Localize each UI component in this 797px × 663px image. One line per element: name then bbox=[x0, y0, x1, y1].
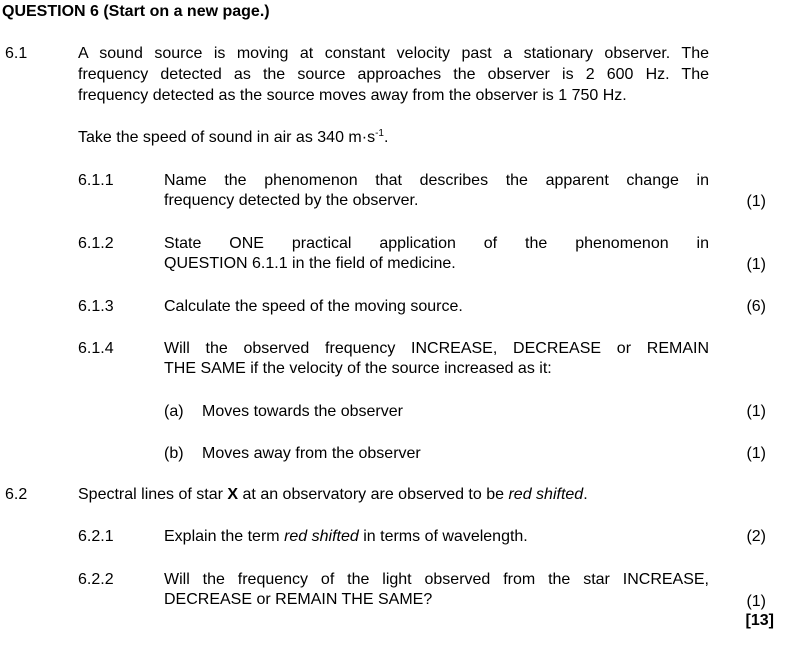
part-b-text: Moves away from the observer bbox=[202, 445, 421, 462]
marks-6-2-2: (1) bbox=[746, 593, 766, 610]
marks-6-1-1: (1) bbox=[746, 193, 766, 210]
q61-intro-line-3: frequency detected as the source moves away from the observer is 1 750 Hz. bbox=[78, 87, 627, 104]
q612-line-1: State ONE practical application of the phenomenon in bbox=[164, 235, 709, 252]
question-title: QUESTION 6 (Start on a new page.) bbox=[2, 3, 270, 20]
q611-line-1: Name the phenomenon that describes the apparent change in bbox=[164, 172, 709, 189]
marks-part-b: (1) bbox=[746, 445, 766, 462]
q622-line-1: Will the frequency of the light observed from the star INCREASE, bbox=[164, 571, 709, 588]
question-number-6-2-1: 6.2.1 bbox=[78, 528, 114, 545]
question-number-6-1-2: 6.1.2 bbox=[78, 235, 114, 252]
marks-6-2-1: (2) bbox=[746, 528, 766, 545]
question-number-6-1-3: 6.1.3 bbox=[78, 298, 114, 315]
q61-intro-line-1: A sound source is moving at constant velocity past a stationary observer. The bbox=[78, 45, 709, 62]
q61-intro-line-2: frequency detected as the source approaches the observer is 2 600 Hz. The bbox=[78, 66, 709, 83]
q611-line-2: frequency detected by the observer. bbox=[164, 192, 419, 209]
question-number-6-1-1: 6.1.1 bbox=[78, 172, 114, 189]
question-number-6-2: 6.2 bbox=[5, 486, 28, 503]
marks-6-1-2: (1) bbox=[746, 256, 766, 273]
q622-line-2: DECREASE or REMAIN THE SAME? bbox=[164, 591, 433, 608]
question-number-6-2-2: 6.2.2 bbox=[78, 571, 114, 588]
speed-of-sound-statement: Take the speed of sound in air as 340 $m\cdot s^{-1}$. bbox=[78, 128, 389, 146]
marks-6-1-3: (6) bbox=[746, 298, 766, 315]
question-number-6-1: 6.1 bbox=[5, 45, 28, 62]
part-label-a: (a) bbox=[164, 403, 184, 420]
question-number-6-1-4: 6.1.4 bbox=[78, 340, 114, 357]
part-a-text: Moves towards the observer bbox=[202, 403, 403, 420]
q614-line-2: THE SAME if the velocity of the source increased as it: bbox=[164, 360, 552, 377]
q62-intro: Spectral lines of star X at an observatory are observed to be red shifted. bbox=[78, 486, 588, 503]
q621-text: Explain the term red shifted in terms of wavelength. bbox=[164, 528, 528, 545]
part-label-b: (b) bbox=[164, 445, 184, 462]
q613-line-1: Calculate the speed of the moving source. bbox=[164, 298, 463, 315]
marks-part-a: (1) bbox=[746, 403, 766, 420]
q612-line-2: QUESTION 6.1.1 in the field of medicine. bbox=[164, 255, 456, 272]
q614-line-1: Will the observed frequency INCREASE, DECREASE or REMAIN bbox=[164, 340, 709, 357]
question-total: [13] bbox=[745, 612, 774, 629]
